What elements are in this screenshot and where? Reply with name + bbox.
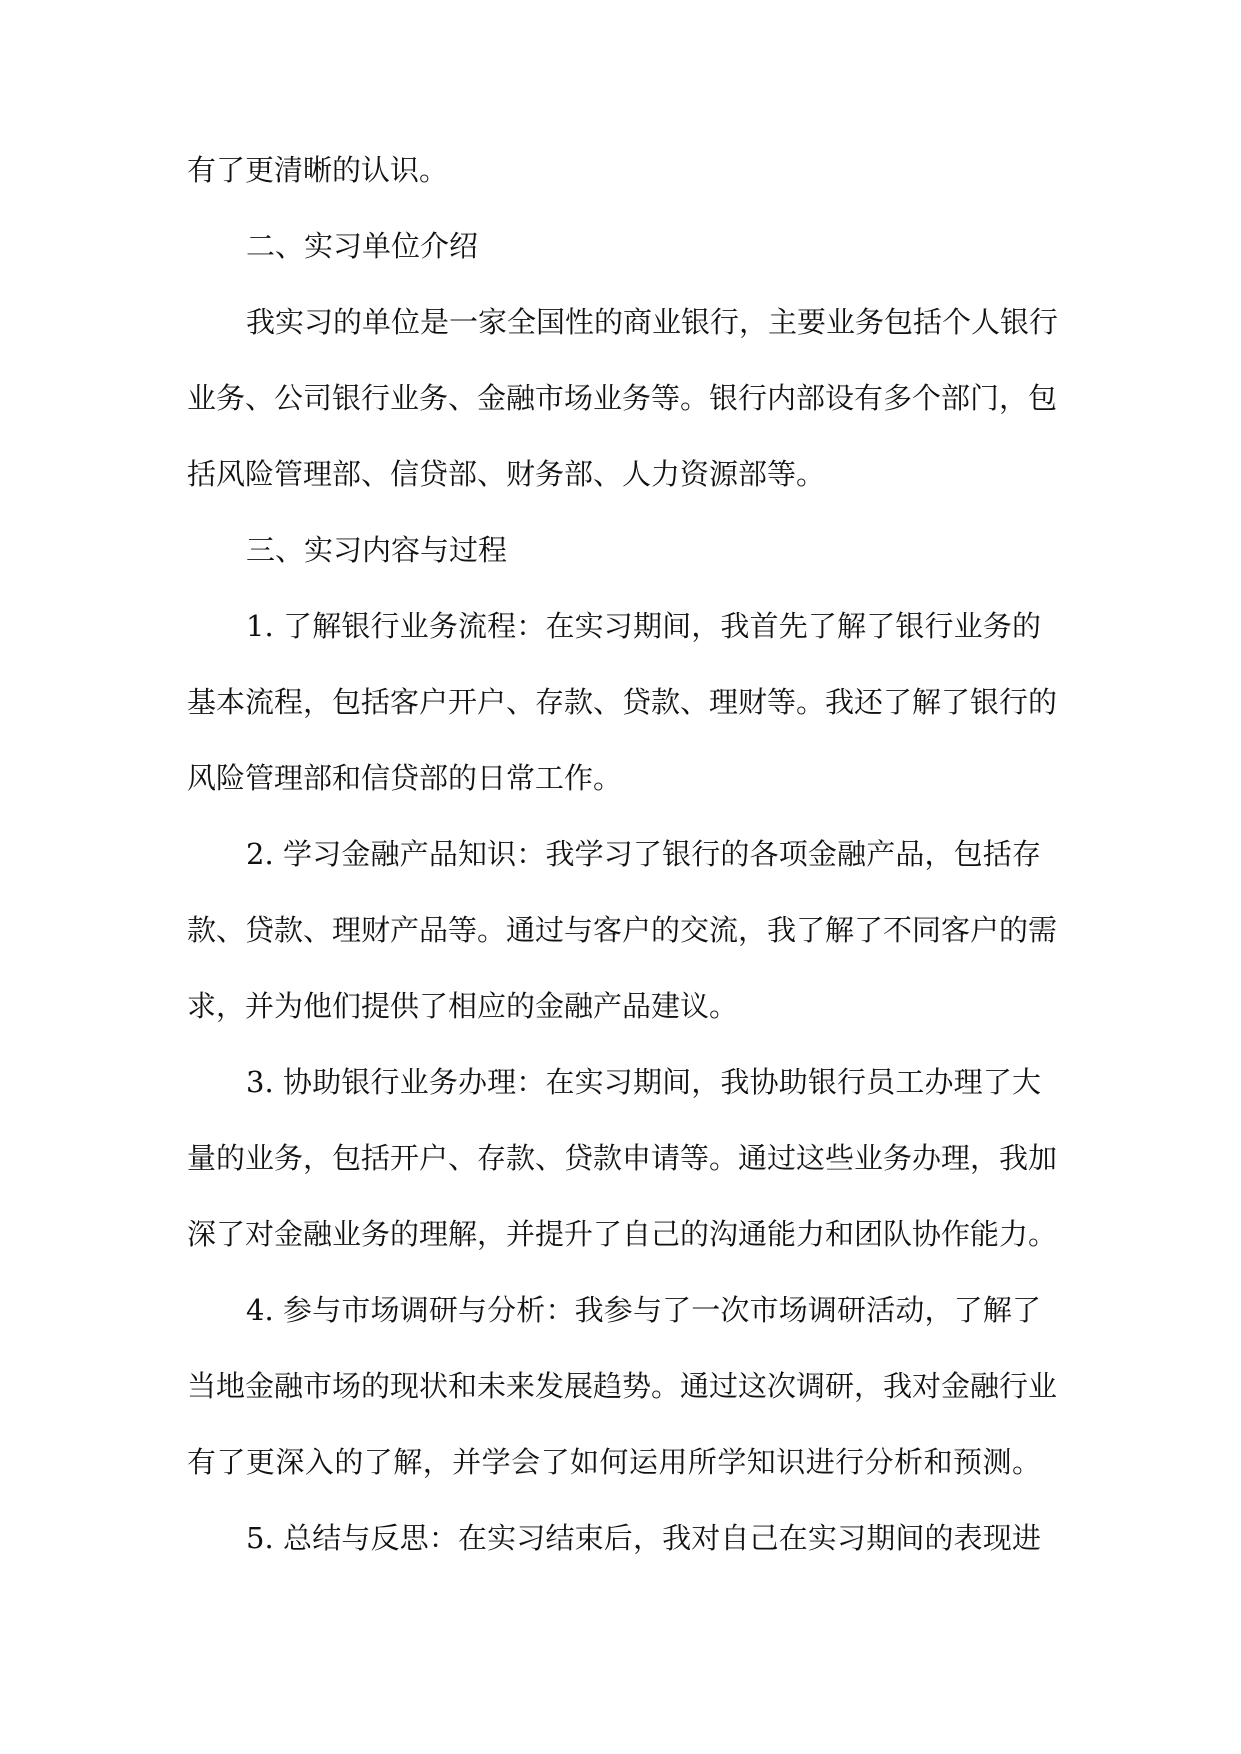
line-text: 基本流程，包括客户开户、存款、贷款、理财等。我还了解了银行的 [187, 685, 1058, 719]
text-line [0, 144, 1241, 196]
line-text: 量的业务，包括开户、存款、贷款申请等。通过这些业务办理，我加 [187, 1141, 1058, 1175]
text-line [0, 1208, 1241, 1260]
heading-text: 三、实习内容与过程 [246, 533, 508, 567]
text-line [0, 1436, 1241, 1488]
line-text: 款、贷款、理财产品等。通过与客户的交流，我了解了不同客户的需 [187, 913, 1058, 947]
text-line [0, 980, 1241, 1032]
line-text: 求，并为他们提供了相应的金融产品建议。 [187, 989, 739, 1023]
text-line [0, 600, 1241, 652]
section-heading [0, 220, 1241, 272]
text-line [0, 828, 1241, 880]
text-line [0, 1284, 1241, 1336]
line-text: 当地金融市场的现状和未来发展趋势。通过这次调研，我对金融行业 [187, 1369, 1058, 1403]
line-text: 2. 学习金融产品知识：我学习了银行的各项金融产品，包括存 [246, 837, 1041, 871]
text-line [0, 904, 1241, 956]
text-line [0, 752, 1241, 804]
text-line [0, 676, 1241, 728]
line-text: 有了更深入的了解，并学会了如何运用所学知识进行分析和预测。 [187, 1445, 1041, 1479]
line-text: 括风险管理部、信贷部、财务部、人力资源部等。 [187, 457, 826, 491]
line-text: 3. 协助银行业务办理：在实习期间，我协助银行员工办理了大 [246, 1065, 1041, 1099]
text-line [0, 1512, 1241, 1564]
line-text: 业务、公司银行业务、金融市场业务等。银行内部设有多个部门，包 [187, 381, 1058, 415]
line-text: 有了更清晰的认识。 [187, 153, 449, 187]
line-text: 4. 参与市场调研与分析：我参与了一次市场调研活动，了解了 [246, 1293, 1041, 1327]
line-text: 我实习的单位是一家全国性的商业银行，主要业务包括个人银行 [246, 305, 1059, 339]
text-line [0, 296, 1241, 348]
text-line [0, 1056, 1241, 1108]
line-text: 1. 了解银行业务流程：在实习期间，我首先了解了银行业务的 [246, 609, 1041, 643]
line-text: 5. 总结与反思：在实习结束后，我对自己在实习期间的表现进 [246, 1521, 1041, 1555]
text-line [0, 1360, 1241, 1412]
text-line [0, 448, 1241, 500]
heading-text: 二、实习单位介绍 [246, 229, 479, 263]
line-text: 风险管理部和信贷部的日常工作。 [187, 761, 623, 795]
line-text: 深了对金融业务的理解，并提升了自己的沟通能力和团队协作能力。 [187, 1217, 1058, 1251]
section-heading [0, 524, 1241, 576]
text-line [0, 372, 1241, 424]
text-line [0, 1132, 1241, 1184]
